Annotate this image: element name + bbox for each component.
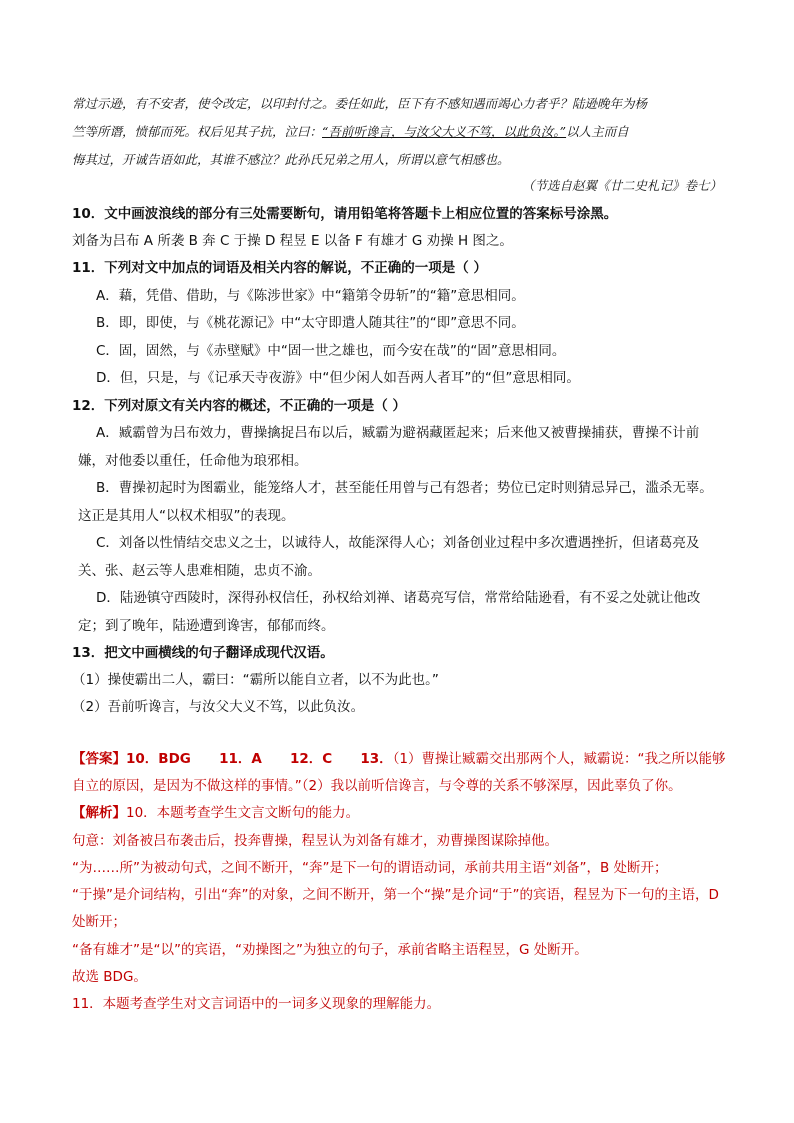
question-13-stem: 13．把文中画横线的句子翻译成现代汉语。: [72, 645, 334, 661]
analysis-line: 11．本题考查学生对文言词语中的一词多义现象的理解能力。: [72, 996, 441, 1012]
passage-source: （节选自赵翼《廿二史札记》卷七）: [521, 178, 722, 193]
question-12-option-a-cont: 嫌，对他委以重任，任命他为琅邪相。: [78, 453, 308, 469]
analysis-label: 【解析】: [72, 805, 126, 821]
passage-line: 悔其过，开诚告语如此，其谁不感泣？此孙氏兄弟之用人，所谓以意气相感也。: [72, 152, 510, 167]
analysis-line: “备有雄才”是“以”的宾语，“劝操图之”为独立的句子，承前省略主语程昱，G 处断开。: [72, 942, 588, 958]
passage-text: 竺等所谮，愤郁而死。权后见其子抗，泣曰：: [72, 124, 323, 139]
question-11-option-b: B．即，即使，与《桃花源记》中“太守即遣人随其往”的“即”意思不同。: [96, 315, 525, 331]
question-12-option-d-cont: 定；到了晚年，陆逊遭到谗害，郁郁而终。: [78, 618, 335, 634]
passage-line: [72, 122, 629, 142]
analysis-text: 10．本题考查学生文言文断句的能力。: [126, 805, 360, 821]
analysis-line: 处断开；: [72, 914, 126, 930]
answer-line: [72, 749, 726, 769]
analysis-line: “于操”是介词结构，引出“奔”的对象，之间不断开，第一个“操”是介词“于”的宾语，程昱为下一句的主语，D: [72, 887, 719, 903]
question-12-option-c: C．刘备以性情结交忠义之士，以诚待人，故能深得人心；刘备创业过程中多次遭遇挫折，但诸葛亮及: [96, 535, 700, 551]
analysis-line: “为……所”为被动句式，之间不断开，“奔”是下一句的谓语动词，承前共用主语“刘备”，B 处断开；: [72, 860, 668, 876]
analysis-line: 故选 BDG。: [72, 969, 147, 985]
question-13-sentence-1: （1）操使霸出二人，霸曰：“霸所以能自立者，以不为此也。”: [72, 672, 439, 688]
passage-text: 以人主而自: [566, 124, 629, 139]
answer-line: 自立的原因，是因为不做这样的事情。”（2）我以前听信谗言，与令尊的关系不够深厚，因此辜负了你。: [72, 778, 682, 794]
question-13-sentence-2: （2）吾前听谗言，与汝父大义不笃，以此负汝。: [72, 699, 365, 715]
question-12-option-b: B．曹操初起时为图霸业，能笼络人才，甚至能任用曾与己有怨者；势位已定时则猜忌异己，滥杀无辜。: [96, 480, 713, 496]
answer-text: （1）曹操让臧霸交出那两个人，臧霸说：“我之所以能够: [392, 751, 726, 767]
question-11-option-c: C．固，固然，与《赤壁赋》中“固一世之雄也，而今安在哉”的“固”意思相同。: [96, 343, 566, 359]
question-11-option-d: D．但，只是，与《记承天寺夜游》中“但少闲人如吾两人者耳”的“但”意思相同。: [96, 370, 580, 386]
underlined-sentence: “吾前听谗言，与汝父大义不笃，以此负汝。”: [322, 124, 567, 139]
question-12-option-a: A．臧霸曾为吕布效力，曹操擒捉吕布以后，臧霸为避祸藏匿起来；后来他又被曹操捕获，曹操不计前: [96, 425, 700, 441]
analysis-line: [72, 803, 359, 823]
question-12-option-c-cont: 关、张、赵云等人患难相随，忠贞不渝。: [78, 563, 321, 579]
question-12-option-b-cont: 这正是其用人“以权术相驭”的表现。: [78, 508, 295, 524]
analysis-line: 句意：刘备被吕布袭击后，投奔曹操，程昱认为刘备有雄才，劝曹操图谋除掉他。: [72, 833, 558, 849]
question-11-stem: 11．下列对文中加点的词语及相关内容的解说，不正确的一项是（ ）: [72, 260, 487, 276]
passage-line: 常过示逊，有不安者，使令改定，以印封付之。委任如此，臣下有不感知遇而竭心力者乎？陆逊晚年为杨: [72, 96, 648, 111]
question-10-stem: 10．文中画波浪线的部分有三处需要断句，请用铅笔将答题卡上相应位置的答案标号涂黑。: [72, 206, 618, 222]
question-12-stem: 12．下列对原文有关内容的概述，不正确的一项是（ ）: [72, 398, 406, 414]
answer-label: 【答案】: [72, 751, 126, 767]
question-10-text: 刘备为吕布 A 所袭 B 奔 C 于操 D 程昱 E 以备 F 有雄才 G 劝操 H 图之。: [72, 233, 513, 249]
question-12-option-d: D．陆逊镇守西陵时，深得孙权信任，孙权给刘禅、诸葛亮写信，常常给陆逊看，有不妥之处就让他改: [96, 590, 701, 606]
question-11-option-a: A．藉，凭借、借助，与《陈涉世家》中“籍第令毋斩”的“籍”意思相同。: [96, 288, 525, 304]
answer-codes: 10．BDG 11．A 12．C 13．: [126, 751, 393, 767]
